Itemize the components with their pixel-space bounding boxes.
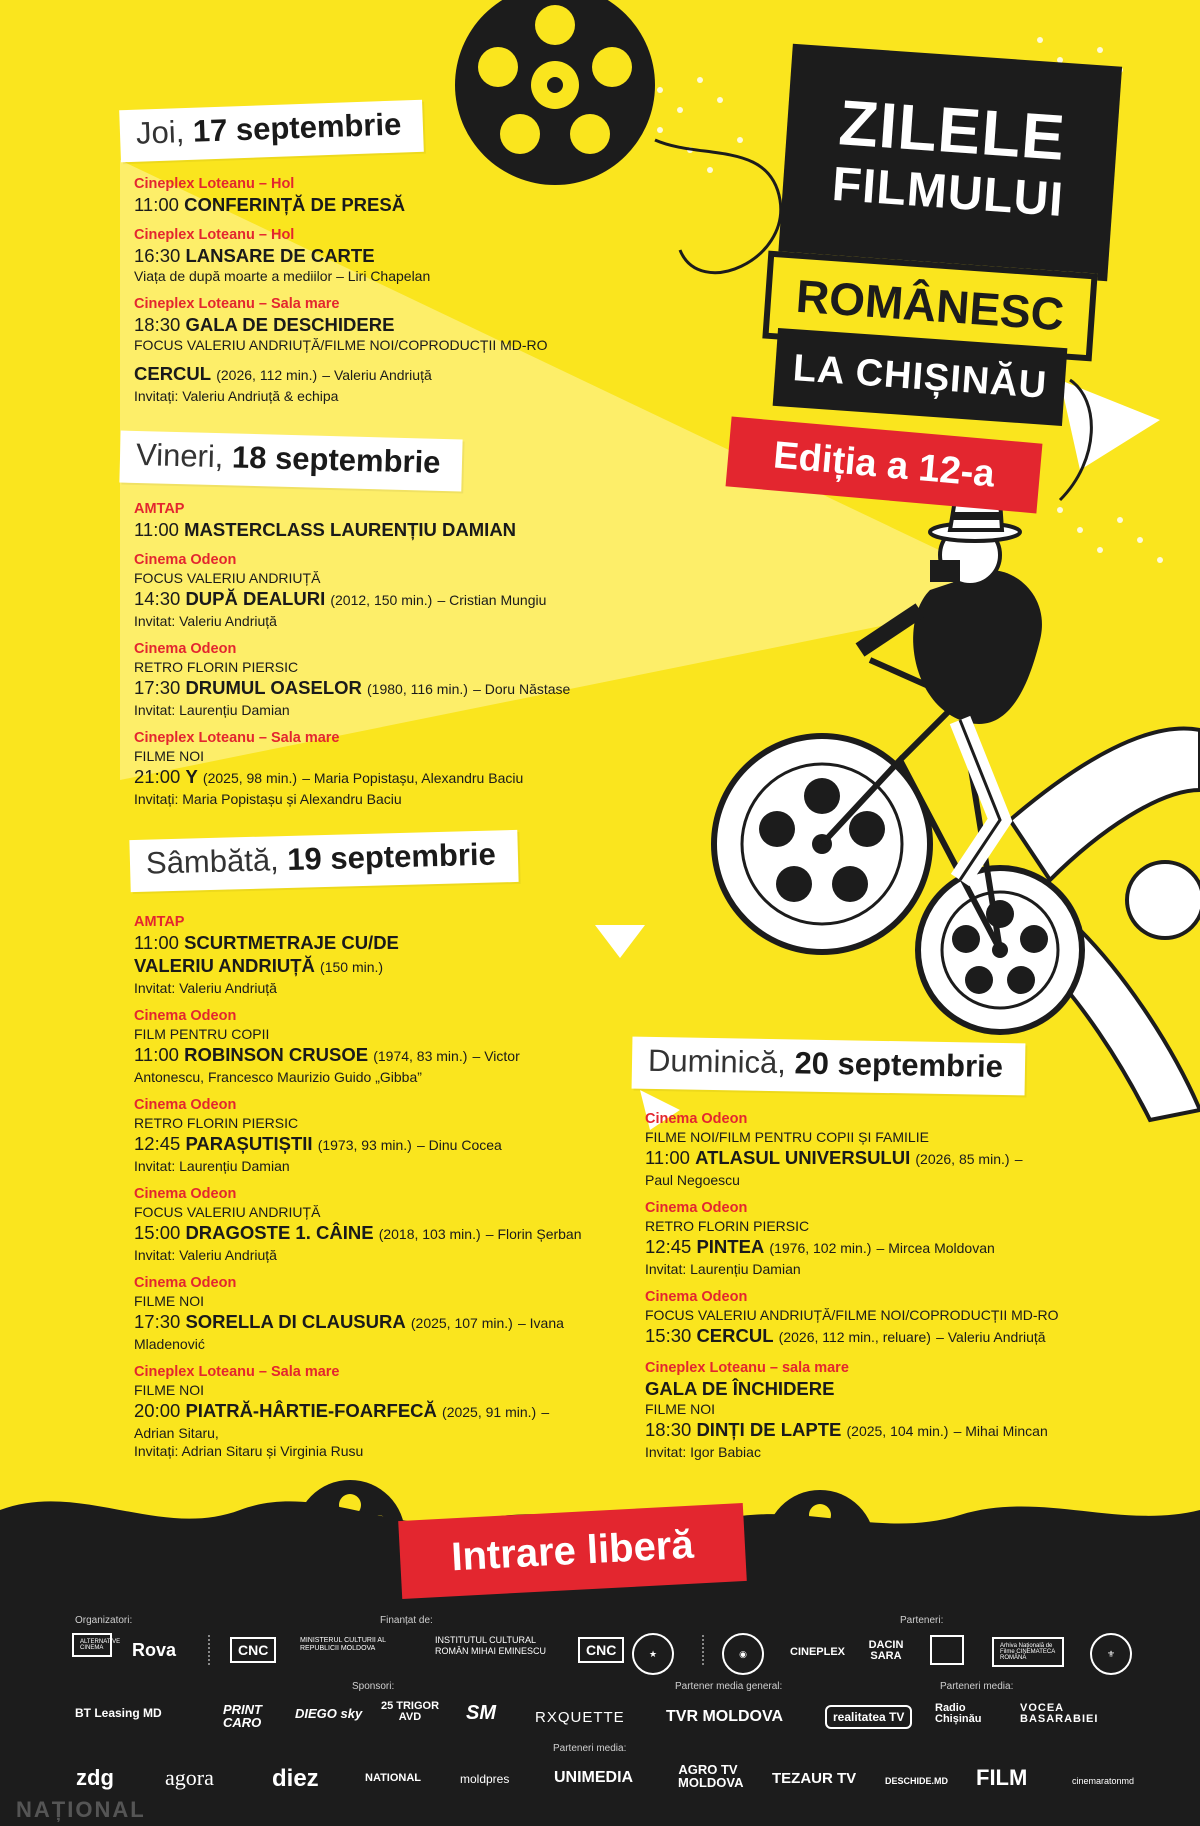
free-entry-label: Intrare liberă	[450, 1522, 695, 1580]
title-line-romanesc: ROMÂNESC	[794, 269, 1066, 341]
logo-circle-badge: ★	[632, 1633, 674, 1675]
event-time: 16:30	[134, 245, 181, 266]
event-time: 12:45	[134, 1133, 181, 1154]
event-time: 17:30	[134, 677, 181, 698]
event-meta: (1976, 102 min.)	[769, 1240, 872, 1256]
event-time: 11:00	[134, 519, 179, 540]
events-sunday	[645, 1110, 1185, 1471]
event-author: – Cristian Mungiu	[437, 592, 547, 608]
triangle-shape	[1060, 380, 1160, 470]
event-meta: (2018, 103 min.)	[378, 1226, 481, 1242]
event-venue: Cinema Odeon	[645, 1289, 748, 1305]
event-guests: Invitați: Valeriu Andriuță & echipa	[134, 388, 339, 404]
event-title: CONFERINȚĂ DE PRESĂ	[184, 194, 406, 215]
logo-circle-badge: ⚜	[1090, 1633, 1132, 1675]
event-guests: Invitat: Laurențiu Damian	[134, 702, 290, 718]
event-item	[134, 729, 654, 808]
event-venue: Cineplex Loteanu – sala mare	[645, 1360, 849, 1376]
event-item	[645, 1110, 1185, 1189]
separator	[208, 1635, 210, 1665]
event-section: RETRO FLORIN PIERSIC	[645, 1218, 810, 1234]
event-author: –	[541, 1404, 550, 1420]
event-item	[134, 226, 654, 285]
label-funded-by: Finanțat de:	[380, 1615, 433, 1626]
title-line-la-chisinau: LA CHIȘINĂU	[791, 347, 1049, 407]
logo-agora: agora	[165, 1765, 214, 1790]
day-name: Vineri,	[135, 436, 224, 475]
event-item	[645, 1359, 1185, 1461]
event-item	[134, 1185, 654, 1264]
event-venue: Cineplex Loteanu – Sala mare	[134, 730, 340, 746]
logo-cinemaraton: cinemaratonmd	[1072, 1776, 1135, 1786]
event-guests: Invitat: Laurențiu Damian	[134, 1158, 290, 1174]
event-venue: Cineplex Loteanu – Sala mare	[134, 1364, 340, 1380]
event-title-cont: VALERIU ANDRIUȚĂ	[134, 955, 315, 976]
event-author: – Doru Năstase	[473, 681, 571, 697]
event-time: 15:30	[645, 1325, 692, 1346]
event-meta: (2026, 112 min., reluare)	[778, 1329, 931, 1345]
event-author: –	[1014, 1151, 1023, 1167]
event-author-cont: Antonescu, Francesco Maurizio Guido „Gibba”	[134, 1069, 422, 1085]
cable-line	[655, 140, 781, 273]
logo-trigor: 25 TRIGOR AVD	[380, 1700, 440, 1723]
event-venue: Cinema Odeon	[134, 641, 237, 657]
event-meta: (1974, 83 min.)	[373, 1048, 468, 1064]
event-title: PIATRĂ-HÂRTIE-FOARFECĂ	[185, 1400, 437, 1421]
event-venue: Cinema Odeon	[134, 1186, 237, 1202]
logo-agro-tv: AGRO TV MOLDOVA	[678, 1762, 744, 1790]
event-section: FOCUS VALERIU ANDRIUȚĂ/FILME NOI/COPRODUCȚII MD-RO	[645, 1307, 1059, 1323]
film-author: – Mihai Mincan	[953, 1423, 1048, 1439]
film-reel-top	[455, 0, 655, 185]
event-item	[134, 640, 654, 719]
event-title: DRUMUL OASELOR	[185, 677, 362, 698]
film-meta: (2025, 104 min.)	[846, 1423, 949, 1439]
watermark-national: NAȚIONAL	[16, 1797, 146, 1822]
event-author-cont: Adrian Sitaru,	[134, 1425, 219, 1441]
logo-vocea-basarabiei: VOCEA BASARABIEI	[1020, 1702, 1099, 1725]
event-section: FILME NOI	[134, 748, 205, 764]
event-item	[134, 500, 654, 541]
event-title: ROBINSON CRUSOE	[184, 1044, 369, 1065]
event-meta: (2025, 98 min.)	[202, 770, 298, 786]
event-time: 11:00	[134, 932, 179, 953]
event-section: FILM PENTRU COPII	[134, 1026, 270, 1042]
title-line-filmului: FILMULUI	[830, 157, 1066, 227]
sponsors-footer	[0, 1555, 1200, 1826]
event-meta: (2012, 150 min.)	[330, 592, 433, 608]
event-author-cont: Paul Negoescu	[645, 1172, 740, 1188]
label-general-media: Partener media general:	[675, 1681, 783, 1692]
label-organizers: Organizatori:	[75, 1615, 133, 1626]
event-time: 11:00	[134, 194, 179, 215]
event-venue: AMTAP	[134, 914, 185, 930]
event-time: 21:00	[134, 766, 181, 787]
label-media-partners-row3: Parteneri media:	[553, 1743, 627, 1754]
logo-unimedia: UNIMEDIA	[554, 1769, 634, 1786]
logo-realitatea: realitatea TV	[825, 1705, 912, 1729]
event-title: CERCUL	[696, 1325, 774, 1346]
day-header-thursday	[119, 100, 424, 162]
event-title: GALA DE DESCHIDERE	[185, 314, 395, 335]
event-time: 15:00	[134, 1222, 181, 1243]
event-guests: Invitați: Adrian Sitaru și Virginia Rusu	[134, 1443, 364, 1459]
event-guests: Invitați: Maria Popistașu și Alexandru Baciu	[134, 791, 402, 807]
event-venue: AMTAP	[134, 501, 185, 517]
event-section: FOCUS VALERIU ANDRIUȚĂ	[134, 1204, 321, 1220]
event-time: 20:00	[134, 1400, 181, 1421]
logo-dacin-sara: DACIN SARA	[868, 1639, 904, 1662]
event-item	[645, 1288, 1185, 1349]
event-section: RETRO FLORIN PIERSIC	[134, 659, 299, 675]
event-author-cont: Mladenović	[134, 1336, 205, 1352]
day-name: Sâmbătă,	[145, 842, 280, 881]
event-guests: Invitat: Valeriu Andriuță	[134, 613, 277, 629]
day-header-sunday	[632, 1037, 1026, 1095]
event-title: GALA DE ÎNCHIDERE	[645, 1378, 835, 1399]
event-author: – Valeriu Andriuță	[936, 1329, 1046, 1345]
event-venue: Cinema Odeon	[134, 1275, 237, 1291]
events-thursday	[134, 175, 654, 415]
event-guests: Invitat: Valeriu Andriuță	[134, 1247, 277, 1263]
logo-icr: INSTITUTUL CULTURAL ROMÂN MIHAI EMINESCU	[435, 1635, 547, 1656]
logo-sm: SM	[466, 1702, 496, 1724]
event-item	[134, 295, 654, 405]
event-venue: Cineplex Loteanu – Hol	[134, 227, 295, 243]
event-section: FILME NOI	[134, 1293, 205, 1309]
day-header-friday	[119, 431, 463, 492]
event-item	[645, 1199, 1185, 1278]
event-title: SORELLA DI CLAUSURA	[185, 1311, 406, 1332]
logo-print-caro: PRINT CARO	[223, 1702, 262, 1730]
event-guests: Invitat: Valeriu Andriuță	[134, 980, 277, 996]
event-item	[134, 1363, 654, 1460]
logo-tezaur-tv: TEZAUR TV	[772, 1770, 857, 1787]
film-meta: (2026, 112 min.)	[216, 367, 318, 383]
event-item	[134, 1096, 654, 1175]
title-block-zilele	[778, 44, 1122, 281]
event-section: FILME NOI	[134, 1382, 205, 1398]
events-friday	[134, 500, 654, 818]
logo-ministerul-culturii: MINISTERUL CULTURII AL REPUBLICII MOLDOVA	[300, 1637, 386, 1653]
event-section: FILME NOI	[645, 1401, 716, 1417]
event-item	[134, 175, 654, 216]
day-header-saturday	[129, 830, 518, 892]
event-meta: (1980, 116 min.)	[367, 681, 468, 697]
event-author: – Victor	[472, 1048, 520, 1064]
logo-rova: Rova	[132, 1640, 177, 1660]
day-date: 17 septembrie	[192, 106, 402, 149]
day-name: Joi,	[135, 114, 185, 151]
event-venue: Cinema Odeon	[645, 1111, 748, 1127]
logo-bt-leasing: BT Leasing MD	[75, 1706, 162, 1720]
film-title: DINȚI DE LAPTE	[696, 1419, 842, 1440]
logo-radio-chisinau: Radio Chișinău	[935, 1702, 982, 1725]
event-author: – Dinu Cocea	[417, 1137, 502, 1153]
event-time: 14:30	[134, 588, 181, 609]
logo-rxquette: RXQUETTE	[535, 1709, 625, 1726]
logo-deschide: DESCHIDE.MD	[885, 1776, 949, 1786]
event-meta: (2025, 107 min.)	[410, 1315, 513, 1331]
logo-cnc-2: CNC	[578, 1637, 624, 1663]
event-time: 18:30	[645, 1419, 692, 1440]
event-section: RETRO FLORIN PIERSIC	[134, 1115, 299, 1131]
event-section: FOCUS VALERIU ANDRIUȚĂ	[134, 570, 321, 586]
event-guests: Invitat: Igor Babiac	[645, 1444, 761, 1460]
event-meta: (2025, 91 min.)	[442, 1404, 537, 1420]
logo-zdg: zdg	[76, 1765, 114, 1790]
event-title: Y	[185, 766, 198, 787]
label-media-partners: Parteneri media:	[940, 1681, 1014, 1692]
event-venue: Cineplex Loteanu – Hol	[134, 176, 295, 192]
logo-cinemateca: Arhiva Națională de Filme CINEMATECA ROMÂNĂ	[992, 1637, 1064, 1667]
event-title: ATLASUL UNIVERSULUI	[695, 1147, 911, 1168]
event-meta: (150 min.)	[320, 959, 384, 975]
logo-tvr-moldova: TVR MOLDOVA	[666, 1708, 784, 1725]
events-saturday	[134, 913, 654, 1470]
logo-cnc: CNC	[230, 1637, 276, 1663]
event-subtitle: Viața de după moarte a mediilor – Liri Chapelan	[134, 268, 431, 284]
event-author: – Maria Popistașu, Alexandru Baciu	[302, 770, 524, 786]
event-time: 11:00	[645, 1147, 690, 1168]
title-line-zilele: ZILELE	[836, 86, 1068, 174]
event-section: FILME NOI/FILM PENTRU COPII ȘI FAMILIE	[645, 1129, 929, 1145]
event-author: – Florin Șerban	[485, 1226, 582, 1242]
event-venue: Cinema Odeon	[134, 1008, 237, 1024]
logo-diego-sky: DIEGO sky	[295, 1706, 363, 1721]
event-guests: Invitat: Laurențiu Damian	[645, 1261, 801, 1277]
event-author: – Mircea Moldovan	[876, 1240, 995, 1256]
event-item	[134, 1007, 654, 1086]
film-author: – Valeriu Andriuță	[322, 367, 432, 383]
event-venue: Cineplex Loteanu – Sala mare	[134, 296, 340, 312]
event-section: FOCUS VALERIU ANDRIUȚĂ/FILME NOI/COPRODUCȚII MD-RO	[134, 337, 548, 353]
event-venue: Cinema Odeon	[134, 1097, 237, 1113]
separator	[702, 1635, 704, 1665]
logo-alternative-cinema: ALTERNATIVE CINEMA	[72, 1633, 112, 1657]
film-title: CERCUL	[134, 363, 212, 384]
day-name: Duminică,	[647, 1042, 787, 1081]
event-title: LANSARE DE CARTE	[185, 245, 375, 266]
event-title: PINTEA	[696, 1236, 765, 1257]
label-partners: Parteneri:	[900, 1615, 944, 1626]
event-author: – Ivana	[517, 1315, 564, 1331]
event-title: DUPĂ DEALURI	[185, 588, 326, 609]
event-time: 12:45	[645, 1236, 692, 1257]
event-title: MASTERCLASS LAURENȚIU DAMIAN	[184, 519, 517, 540]
label-sponsors: Sponsori:	[352, 1681, 395, 1692]
logo-square	[930, 1635, 964, 1665]
event-meta: (1973, 93 min.)	[317, 1137, 412, 1153]
event-title: DRAGOSTE 1. CÂINE	[185, 1222, 374, 1243]
edition-label: Ediția a 12-a	[771, 434, 997, 496]
day-date: 19 septembrie	[286, 836, 497, 877]
event-time: 11:00	[134, 1044, 179, 1065]
event-item	[134, 551, 654, 630]
event-venue: Cinema Odeon	[134, 552, 237, 568]
logo-moldpres: moldpres	[460, 1772, 510, 1786]
logo-circle-badge: ◉	[722, 1633, 764, 1675]
logo-diez: diez	[272, 1765, 319, 1792]
event-title: SCURTMETRAJE CU/DE	[184, 932, 399, 953]
logo-national: NATIONAL	[365, 1772, 422, 1784]
logo-film: FILM	[976, 1765, 1028, 1790]
day-date: 18 septembrie	[231, 439, 441, 480]
event-time: 17:30	[134, 1311, 181, 1332]
day-date: 20 septembrie	[794, 1045, 1004, 1085]
event-meta: (2026, 85 min.)	[915, 1151, 1010, 1167]
event-title: PARAȘUTIȘTII	[185, 1133, 313, 1154]
logo-cineplex: CINEPLEX	[790, 1646, 846, 1658]
event-time: 18:30	[134, 314, 181, 335]
event-item	[134, 1274, 654, 1353]
event-item	[134, 913, 654, 997]
event-venue: Cinema Odeon	[645, 1200, 748, 1216]
